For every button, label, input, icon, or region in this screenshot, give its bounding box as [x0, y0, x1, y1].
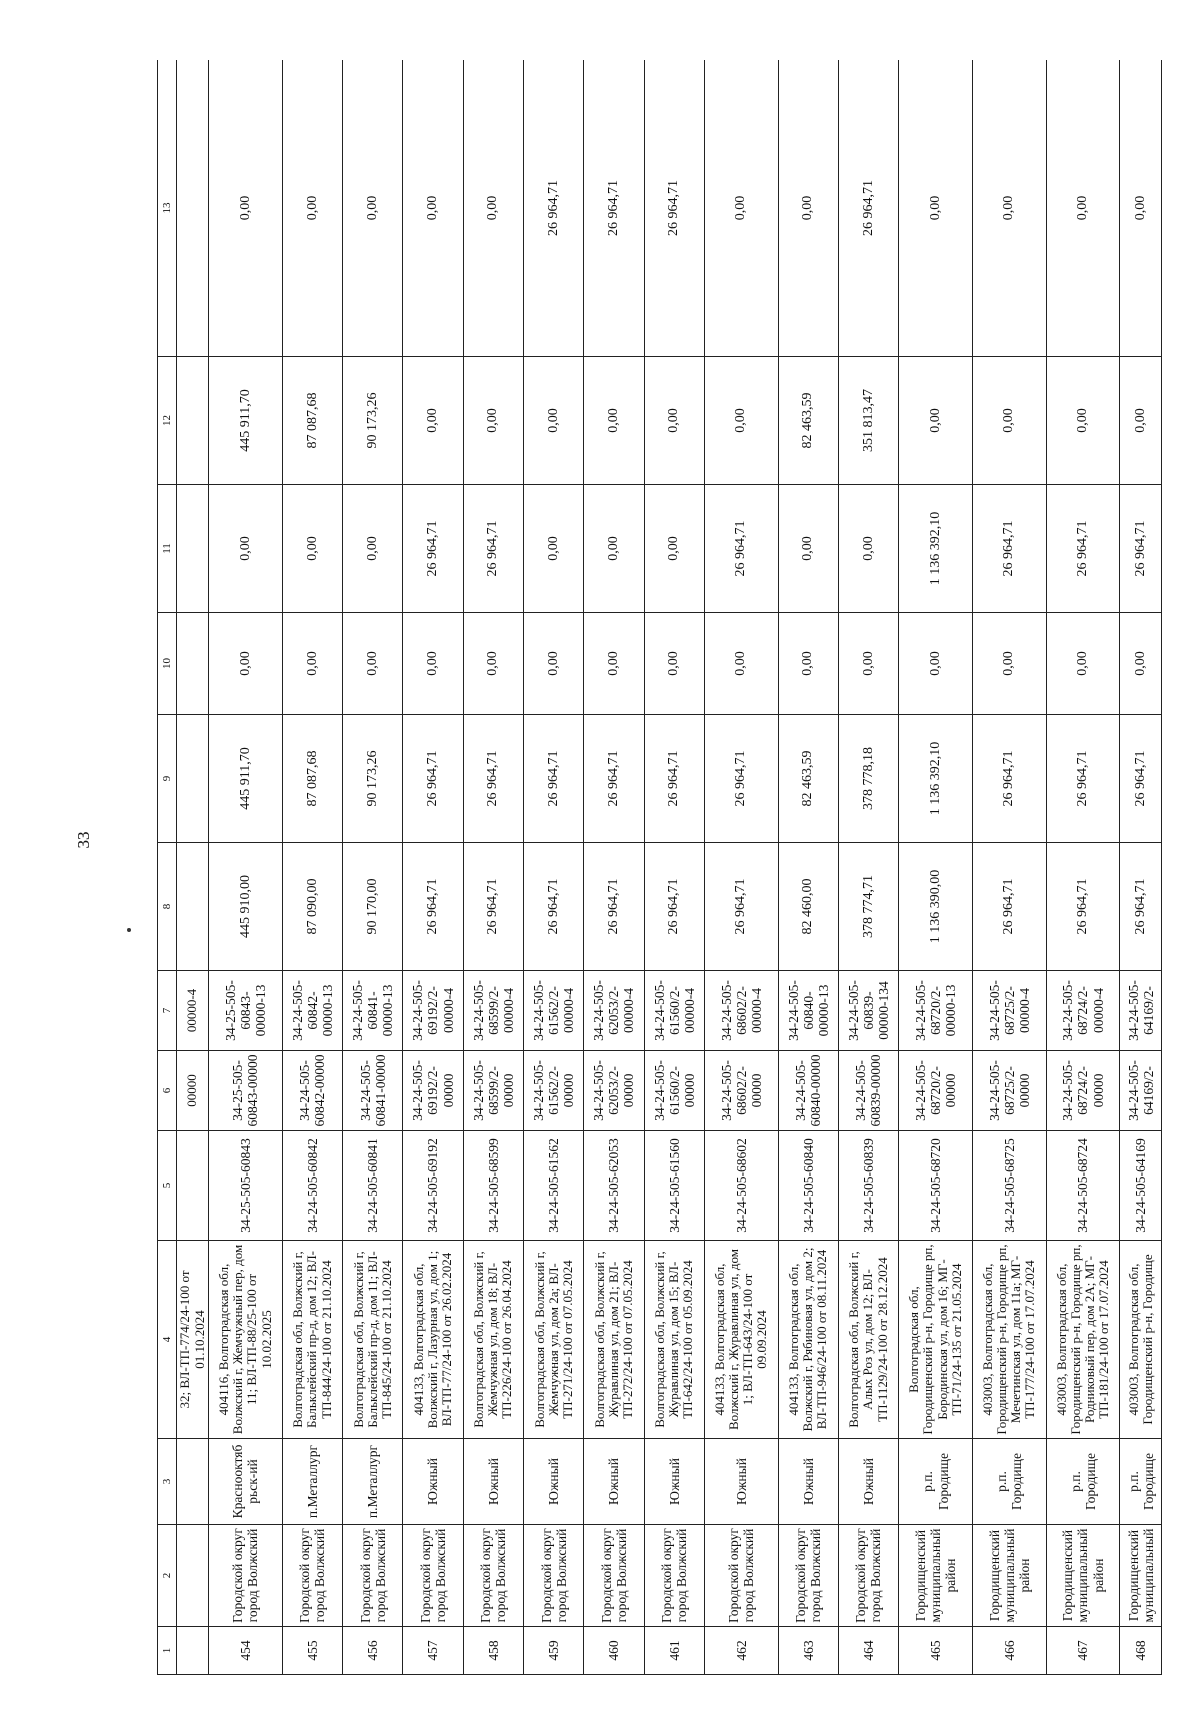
header-cell: 1	[158, 1627, 177, 1675]
amount-cell: 0,00	[523, 357, 583, 485]
amount-cell: 26 964,71	[1046, 843, 1120, 971]
row-number: 460	[584, 1627, 644, 1675]
amount-cell: 26 964,71	[463, 843, 523, 971]
locality-cell: Южный	[463, 1439, 523, 1525]
amount-cell: 0,00	[282, 485, 342, 613]
cadastral-cell: 34-24-505-60840	[778, 1131, 838, 1241]
table-cell: 00000	[177, 1051, 209, 1131]
amount-cell: 26 964,71	[838, 60, 898, 357]
amount-cell: 0,00	[899, 613, 973, 715]
code-suffix-cell: 34-24-505-69192/2-00000-4	[403, 971, 463, 1051]
header-cell: 12	[158, 357, 177, 485]
row-number: 454	[209, 1627, 283, 1675]
row-number: 465	[899, 1627, 973, 1675]
amount-cell: 90 173,26	[343, 715, 403, 843]
table-row	[838, 60, 898, 1675]
amount-cell: 0,00	[209, 613, 283, 715]
amount-cell: 445 910,00	[209, 843, 283, 971]
header-cell: 2	[158, 1525, 177, 1627]
table-cell	[177, 1627, 209, 1675]
district-cell: Городищенский муниципальный	[1120, 1525, 1162, 1627]
column-number-header	[158, 60, 177, 1675]
address-cell: Волгоградская обл, Волжский г, Алых Роз ул, дом 12; ВЛ-ТП-1129/24-100 от 28.12.2024	[838, 1241, 898, 1439]
row-number: 463	[778, 1627, 838, 1675]
code-suffix-cell: 34-24-505-68602/2-00000-4	[704, 971, 778, 1051]
amount-cell: 26 964,71	[1120, 485, 1162, 613]
code-cell: 34-24-505-60841-00000	[343, 1051, 403, 1131]
table-row	[899, 60, 973, 1675]
header-cell: 8	[158, 843, 177, 971]
table-cell: 00000-4	[177, 971, 209, 1051]
amount-cell: 0,00	[838, 485, 898, 613]
amount-cell: 26 964,71	[972, 485, 1046, 613]
amount-cell: 1 136 392,10	[899, 485, 973, 613]
amount-cell: 0,00	[463, 60, 523, 357]
cadastral-cell: 34-24-505-68725	[972, 1131, 1046, 1241]
code-cell: 34-24-505-61560/2-00000	[644, 1051, 704, 1131]
amount-cell: 0,00	[644, 613, 704, 715]
amount-cell: 0,00	[972, 60, 1046, 357]
district-cell: Городищенский муниципальный район	[1046, 1525, 1120, 1627]
table-row	[403, 60, 463, 1675]
address-cell: 404133, Волгоградская обл, Волжский г, Журавлиная ул, дом 1; ВЛ-ТП-643/24-100 от 09.09.2024	[704, 1241, 778, 1439]
table-cell: 32; ВЛ-ТП-774/24-100 от 01.10.2024	[177, 1241, 209, 1439]
code-suffix-cell: 34-25-505-60843-00000-13	[209, 971, 283, 1051]
table-cell	[177, 1131, 209, 1241]
amount-cell: 82 460,00	[778, 843, 838, 971]
address-cell: 404116, Волгоградская обл, Волжский г, Жемчужный пер, дом 11; ВЛ-ТП-88/25-100 от 10.02.2025	[209, 1241, 283, 1439]
code-cell: 34-24-505-68724/2-00000	[1046, 1051, 1120, 1131]
amount-cell: 0,00	[282, 613, 342, 715]
header-cell: 4	[158, 1241, 177, 1439]
address-cell: Волгоградская обл, Волжский г, Журавлиная ул, дом 21; ВЛ-ТП-272/24-100 от 07.05.2024	[584, 1241, 644, 1439]
amount-cell: 26 964,71	[1046, 715, 1120, 843]
district-cell: Городской округ город Волжский	[209, 1525, 283, 1627]
table-row	[463, 60, 523, 1675]
amount-cell: 0,00	[1120, 60, 1162, 357]
amount-cell: 26 964,71	[644, 715, 704, 843]
district-cell: Городищенский муниципальный район	[899, 1525, 973, 1627]
address-cell: 403003, Волгоградская обл, Городищенский р-н, Городище рп, Родниковый пер, дом 2А; МГ-ТП-181/24-100 от 17.07.2024	[1046, 1241, 1120, 1439]
code-cell: 34-24-505-60842-00000	[282, 1051, 342, 1131]
amount-cell: 0,00	[584, 613, 644, 715]
amount-cell: 26 964,71	[644, 843, 704, 971]
amount-cell: 0,00	[1120, 613, 1162, 715]
amount-cell: 445 911,70	[209, 357, 283, 485]
amount-cell: 0,00	[282, 60, 342, 357]
code-suffix-cell: 34-24-505-60842-00000-13	[282, 971, 342, 1051]
header-cell: 7	[158, 971, 177, 1051]
address-cell: Волгоградская обл, Волжский г, Бальклейский пр-д, дом 12; ВЛ-ТП-844/24-100 от 21.10.2024	[282, 1241, 342, 1439]
code-suffix-cell: 34-24-505-60840-00000-13	[778, 971, 838, 1051]
locality-cell: Южный	[778, 1439, 838, 1525]
header-cell: 10	[158, 613, 177, 715]
address-cell: 403003, Волгоградская обл, Городищенский р-н, Городище рп, Мечетинская ул, дом 11а; МГ-ТП-177/24-100 от 17.07.2024	[972, 1241, 1046, 1439]
cadastral-cell: 34-24-505-68599	[463, 1131, 523, 1241]
cadastral-cell: 34-24-505-68720	[899, 1131, 973, 1241]
amount-cell: 0,00	[972, 357, 1046, 485]
amount-cell: 26 964,71	[584, 843, 644, 971]
amount-cell: 0,00	[778, 613, 838, 715]
table-row	[343, 60, 403, 1675]
locality-cell: Южный	[644, 1439, 704, 1525]
row-number: 462	[704, 1627, 778, 1675]
amount-cell: 26 964,71	[972, 843, 1046, 971]
amount-cell: 82 463,59	[778, 715, 838, 843]
address-cell: Волгоградская обл, Волжский г, Жемчужная ул, дом 18; ВЛ-ТП-226/24-100 от 26.04.2024	[463, 1241, 523, 1439]
row-number: 466	[972, 1627, 1046, 1675]
amount-cell: 26 964,71	[704, 715, 778, 843]
locality-cell: Южный	[584, 1439, 644, 1525]
amount-cell: 90 170,00	[343, 843, 403, 971]
amount-cell: 0,00	[209, 60, 283, 357]
data-table	[157, 60, 1162, 1675]
district-cell: Городской округ город Волжский	[282, 1525, 342, 1627]
amount-cell: 0,00	[778, 60, 838, 357]
row-number: 457	[403, 1627, 463, 1675]
amount-cell: 0,00	[343, 485, 403, 613]
locality-cell: Южный	[403, 1439, 463, 1525]
amount-cell: 87 090,00	[282, 843, 342, 971]
district-cell: Городской округ город Волжский	[704, 1525, 778, 1627]
locality-cell: р.п. Городище	[899, 1439, 973, 1525]
rotated-table-viewport	[157, 60, 1162, 1675]
row-number: 464	[838, 1627, 898, 1675]
code-suffix-cell: 34-24-505-68725/2-00000-4	[972, 971, 1046, 1051]
code-suffix-cell: 34-24-505-68599/2-00000-4	[463, 971, 523, 1051]
page-number: 33	[74, 831, 93, 849]
header-cell: 3	[158, 1439, 177, 1525]
amount-cell: 1 136 390,00	[899, 843, 973, 971]
header-cell: 13	[158, 60, 177, 357]
header-cell: 5	[158, 1131, 177, 1241]
amount-cell: 26 964,71	[704, 843, 778, 971]
amount-cell: 0,00	[644, 357, 704, 485]
cadastral-cell: 34-24-505-68724	[1046, 1131, 1120, 1241]
amount-cell: 26 964,71	[1120, 715, 1162, 843]
table-cell	[177, 485, 209, 613]
locality-cell: Южный	[704, 1439, 778, 1525]
amount-cell: 0,00	[403, 60, 463, 357]
amount-cell: 0,00	[1046, 613, 1120, 715]
district-cell: Городской округ город Волжский	[403, 1525, 463, 1627]
amount-cell: 0,00	[343, 60, 403, 357]
row-number: 468	[1120, 1627, 1162, 1675]
amount-cell: 351 813,47	[838, 357, 898, 485]
amount-cell: 0,00	[403, 613, 463, 715]
address-cell: Волгоградская обл, Волжский г, Жемчужная ул, дом 2а; ВЛ-ТП-271/24-100 от 07.05.2024	[523, 1241, 583, 1439]
code-cell: 34-25-505-60843-00000	[209, 1051, 283, 1131]
table-row	[1120, 60, 1162, 1675]
locality-cell: р.п. Городище	[1046, 1439, 1120, 1525]
cadastral-cell: 34-24-505-60841	[343, 1131, 403, 1241]
amount-cell: 82 463,59	[778, 357, 838, 485]
code-cell: 34-24-505-60840-00000	[778, 1051, 838, 1131]
address-cell: Волгоградская обл, Волжский г, Бальклейский пр-д, дом 11; ВЛ-ТП-845/24-100 от 21.10.2024	[343, 1241, 403, 1439]
row-number: 459	[523, 1627, 583, 1675]
locality-cell: р.п. Городище	[1120, 1439, 1162, 1525]
table-row	[209, 60, 283, 1675]
code-cell: 34-24-505-61562/2-00000	[523, 1051, 583, 1131]
locality-cell: р.п. Городище	[972, 1439, 1046, 1525]
locality-cell: п.Металлург	[282, 1439, 342, 1525]
row-number: 455	[282, 1627, 342, 1675]
amount-cell: 26 964,71	[1046, 485, 1120, 613]
row-number: 467	[1046, 1627, 1120, 1675]
locality-cell: Краснооктябрьск-ий	[209, 1439, 283, 1525]
address-cell: Волгоградская обл, Городищенский р-н, Городище рп, Бородинская ул, дом 16; МГ-ТП-71/24-135 от 21.05.2024	[899, 1241, 973, 1439]
district-cell: Городской округ город Волжский	[523, 1525, 583, 1627]
amount-cell: 0,00	[523, 613, 583, 715]
code-cell: 34-24-505-68725/2-00000	[972, 1051, 1046, 1131]
amount-cell: 90 173,26	[343, 357, 403, 485]
district-cell: Городской округ город Волжский	[778, 1525, 838, 1627]
amount-cell: 1 136 392,10	[899, 715, 973, 843]
table-cell	[177, 357, 209, 485]
amount-cell: 0,00	[584, 485, 644, 613]
code-cell: 34-24-505-69192/2-00000	[403, 1051, 463, 1131]
code-suffix-cell: 34-24-505-60841-00000-13	[343, 971, 403, 1051]
cadastral-cell: 34-24-505-61562	[523, 1131, 583, 1241]
scan-dot	[127, 928, 131, 932]
code-cell: 34-24-505-62053/2-00000	[584, 1051, 644, 1131]
amount-cell: 0,00	[209, 485, 283, 613]
table-cell	[177, 60, 209, 357]
amount-cell: 0,00	[343, 613, 403, 715]
amount-cell: 87 087,68	[282, 357, 342, 485]
code-suffix-cell: 34-24-505-68724/2-00000-4	[1046, 971, 1120, 1051]
continuation-row	[177, 60, 209, 1675]
row-number: 461	[644, 1627, 704, 1675]
amount-cell: 0,00	[899, 357, 973, 485]
locality-cell: п.Металлург	[343, 1439, 403, 1525]
amount-cell: 0,00	[899, 60, 973, 357]
cadastral-cell: 34-25-505-60843	[209, 1131, 283, 1241]
table-row	[778, 60, 838, 1675]
code-suffix-cell: 34-24-505-62053/2-00000-4	[584, 971, 644, 1051]
cadastral-cell: 34-24-505-64169	[1120, 1131, 1162, 1241]
table-cell	[177, 843, 209, 971]
district-cell: Городищенский муниципальный район	[972, 1525, 1046, 1627]
header-cell: 9	[158, 715, 177, 843]
amount-cell: 26 964,71	[972, 715, 1046, 843]
row-number: 456	[343, 1627, 403, 1675]
amount-cell: 26 964,71	[463, 715, 523, 843]
amount-cell: 26 964,71	[584, 715, 644, 843]
amount-cell: 0,00	[1046, 357, 1120, 485]
district-cell: Городской округ город Волжский	[463, 1525, 523, 1627]
table-cell	[177, 1439, 209, 1525]
district-cell: Городской округ город Волжский	[838, 1525, 898, 1627]
amount-cell: 26 964,71	[704, 485, 778, 613]
table-row	[584, 60, 644, 1675]
amount-cell: 0,00	[1046, 60, 1120, 357]
address-cell: 404133, Волгоградская обл, Волжский г, Рябиновая ул, дом 2; ВЛ-ТП-946/24-100 от 08.11.2024	[778, 1241, 838, 1439]
table-row	[523, 60, 583, 1675]
cadastral-cell: 34-24-505-60839	[838, 1131, 898, 1241]
table-cell	[177, 715, 209, 843]
code-suffix-cell: 34-24-505-60839-00000-134	[838, 971, 898, 1051]
amount-cell: 0,00	[778, 485, 838, 613]
amount-cell: 0,00	[463, 357, 523, 485]
code-cell: 34-24-505-60839-00000	[838, 1051, 898, 1131]
table-row	[972, 60, 1046, 1675]
amount-cell: 0,00	[463, 613, 523, 715]
code-cell: 34-24-505-68720/2-00000	[899, 1051, 973, 1131]
amount-cell: 26 964,71	[1120, 843, 1162, 971]
amount-cell: 26 964,71	[403, 715, 463, 843]
header-cell: 11	[158, 485, 177, 613]
amount-cell: 26 964,71	[644, 60, 704, 357]
amount-cell: 26 964,71	[523, 843, 583, 971]
amount-cell: 378 774,71	[838, 843, 898, 971]
table-row	[282, 60, 342, 1675]
amount-cell: 0,00	[644, 485, 704, 613]
address-cell: 403003, Волгоградская обл, Городищенский р-н, Городище	[1120, 1241, 1162, 1439]
row-number: 458	[463, 1627, 523, 1675]
amount-cell: 0,00	[523, 485, 583, 613]
district-cell: Городской округ город Волжский	[343, 1525, 403, 1627]
amount-cell: 445 911,70	[209, 715, 283, 843]
table-cell	[177, 613, 209, 715]
amount-cell: 87 087,68	[282, 715, 342, 843]
header-cell: 6	[158, 1051, 177, 1131]
table-row	[704, 60, 778, 1675]
cadastral-cell: 34-24-505-61560	[644, 1131, 704, 1241]
amount-cell: 26 964,71	[403, 843, 463, 971]
amount-cell: 0,00	[1120, 357, 1162, 485]
amount-cell: 378 778,18	[838, 715, 898, 843]
amount-cell: 26 964,71	[584, 60, 644, 357]
code-cell: 34-24-505-68602/2-00000	[704, 1051, 778, 1131]
code-suffix-cell: 34-24-505-61562/2-00000-4	[523, 971, 583, 1051]
code-suffix-cell: 34-24-505-61560/2-00000-4	[644, 971, 704, 1051]
amount-cell: 0,00	[704, 60, 778, 357]
amount-cell: 26 964,71	[403, 485, 463, 613]
district-cell: Городской округ город Волжский	[584, 1525, 644, 1627]
address-cell: Волгоградская обл, Волжский г, Журавлиная ул, дом 15; ВЛ-ТП-642/24-100 от 05.09.2024	[644, 1241, 704, 1439]
amount-cell: 0,00	[704, 357, 778, 485]
district-cell: Городской округ город Волжский	[644, 1525, 704, 1627]
cadastral-cell: 34-24-505-62053	[584, 1131, 644, 1241]
locality-cell: Южный	[523, 1439, 583, 1525]
table-row	[644, 60, 704, 1675]
code-suffix-cell: 34-24-505-64169/2-	[1120, 971, 1162, 1051]
amount-cell: 0,00	[972, 613, 1046, 715]
code-cell: 34-24-505-64169/2-	[1120, 1051, 1162, 1131]
locality-cell: Южный	[838, 1439, 898, 1525]
amount-cell: 0,00	[838, 613, 898, 715]
cadastral-cell: 34-24-505-68602	[704, 1131, 778, 1241]
amount-cell: 0,00	[584, 357, 644, 485]
cadastral-cell: 34-24-505-60842	[282, 1131, 342, 1241]
table-row	[1046, 60, 1120, 1675]
rotated-table-container	[157, 60, 1162, 1675]
address-cell: 404133, Волгоградская обл, Волжский г, Лазурная ул, дом 1; ВЛ-ТП-77/24-100 от 26.02.2024	[403, 1241, 463, 1439]
table-cell	[177, 1525, 209, 1627]
amount-cell: 26 964,71	[523, 715, 583, 843]
amount-cell: 26 964,71	[523, 60, 583, 357]
amount-cell: 0,00	[704, 613, 778, 715]
amount-cell: 26 964,71	[463, 485, 523, 613]
code-suffix-cell: 34-24-505-68720/2-00000-13	[899, 971, 973, 1051]
cadastral-cell: 34-24-505-69192	[403, 1131, 463, 1241]
amount-cell: 0,00	[403, 357, 463, 485]
code-cell: 34-24-505-68599/2-00000	[463, 1051, 523, 1131]
